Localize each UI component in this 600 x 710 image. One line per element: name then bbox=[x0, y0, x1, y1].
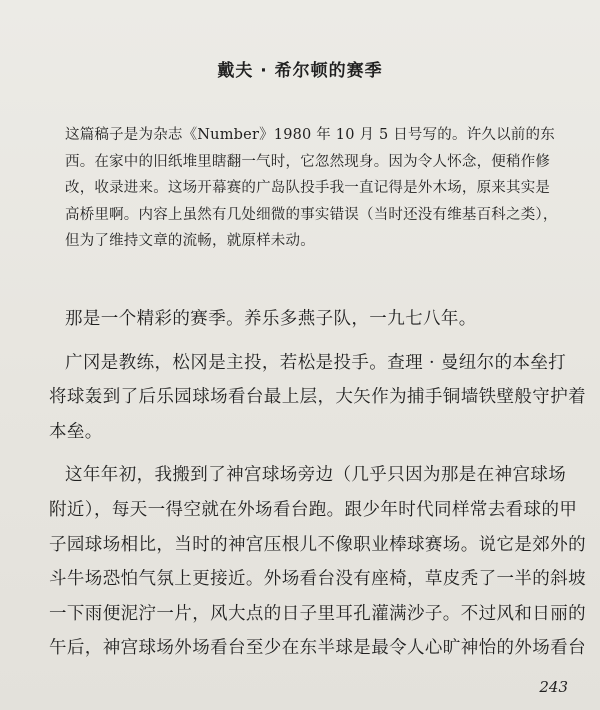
body-line: 一下雨便泥泞一片，风大点的日子里耳孔灌满沙子。不过风和日丽的 bbox=[49, 603, 586, 624]
body-line: 附近），每天一得空就在外场看台跑。跟少年时代同样常去看球的甲 bbox=[49, 499, 578, 520]
body-text bbox=[49, 302, 597, 675]
body-line: 广冈是教练，松冈是主投，若松是投手。查理 · 曼纽尔的本垒打 bbox=[65, 352, 567, 373]
body-line: 那是一个精彩的赛季。养乐多燕子队，一九七八年。 bbox=[65, 309, 477, 329]
paragraph bbox=[49, 302, 597, 337]
body-line: 这年年初，我搬到了神宫球场旁边（几乎只因为那是在神宫球场 bbox=[65, 465, 567, 486]
note-line: 这篇稿子是为杂志《Number》1980 年 10 月 5 日号写的。许久以前的东 bbox=[65, 127, 555, 143]
author-note bbox=[65, 122, 587, 255]
note-line: 西。在家中的旧纸堆里瞎翻一气时，它忽然现身。因为令人怀念，便稍作修 bbox=[65, 153, 551, 170]
body-line: 本垒。 bbox=[49, 421, 103, 442]
body-line: 将球轰到了后乐园球场看台最上层，大矢作为捕手铜墙铁壁般守护着 bbox=[49, 387, 586, 408]
paragraph bbox=[49, 458, 597, 666]
body-line: 斗牛场恐怕气氛上更接近。外场看台没有座椅，草皮秃了一半的斜坡 bbox=[49, 569, 586, 590]
chapter-title: 戴夫 · 希尔顿的赛季 bbox=[217, 61, 383, 81]
page-number: 243 bbox=[539, 678, 568, 696]
body-line: 午后，神宫球场外场看台至少在东半球是最令人心旷神怡的外场看台 bbox=[49, 638, 586, 659]
note-line: 但为了维持文章的流畅，就原样未动。 bbox=[65, 233, 315, 249]
paragraph bbox=[49, 346, 597, 450]
note-line: 高桥里啊。内容上虽然有几处细微的事实错误（当时还没有维基百科之类）， bbox=[65, 206, 558, 223]
body-line: 子园球场相比，当时的神宫压根儿不像职业棒球赛场。说它是郊外的 bbox=[49, 534, 586, 555]
note-line: 改，收录进来。这场开幕赛的广岛队投手我一直记得是外木场，原来其实是 bbox=[65, 180, 551, 196]
